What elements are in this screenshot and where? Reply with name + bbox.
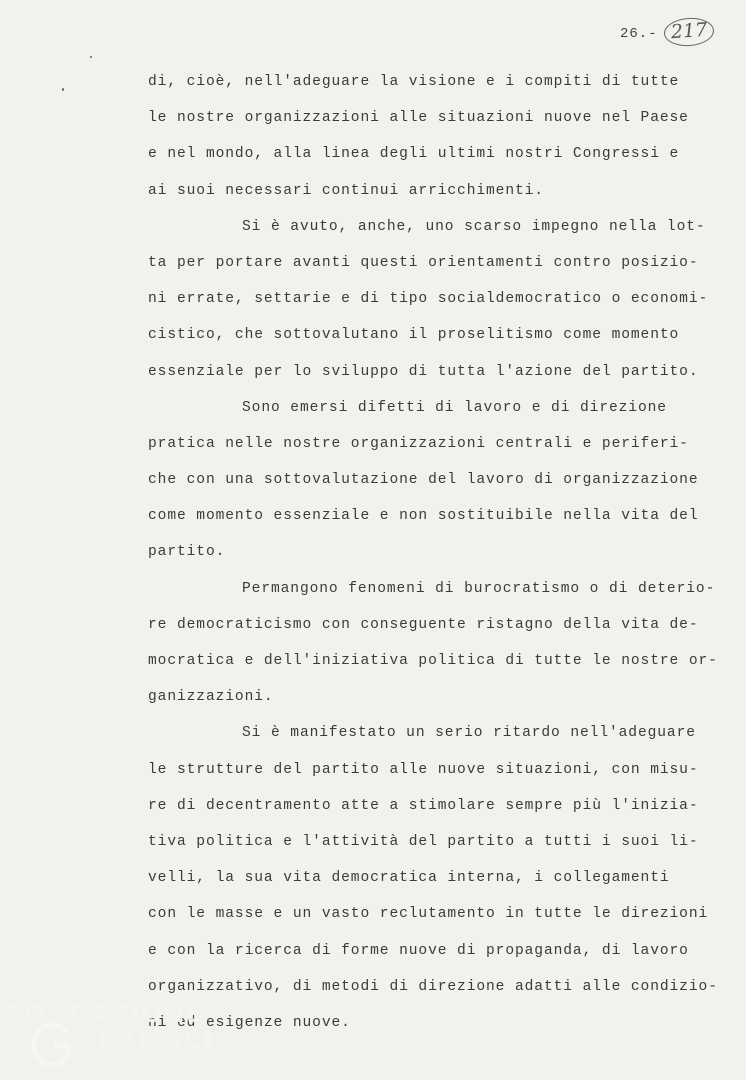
text-line: ni errate, settarie e di tipo socialdemocratico o economi- — [148, 291, 709, 308]
text-line: come momento essenziale e non sostituibile nella vita del — [148, 508, 699, 525]
text-line: che con una sottovalutazione del lavoro di organizzazione — [148, 472, 699, 489]
text-line: partito. — [148, 544, 226, 561]
text-line: ta per portare avanti questi orientamenti contro posizio- — [148, 254, 699, 271]
text-line: ganizzazioni. — [148, 689, 274, 706]
text-line: Si è manifestato un serio ritardo nell'adeguare — [242, 725, 696, 742]
archive-number-stamp: 217 — [663, 16, 715, 47]
watermark-logo-icon — [30, 1018, 74, 1070]
text-line: ai suoi necessari continui arricchimenti. — [148, 182, 544, 199]
watermark-line-2: GRAMSCI — [76, 1026, 215, 1054]
text-line: di, cioè, nell'adeguare la visione e i compiti di tutte — [148, 74, 680, 90]
scan-speck — [62, 88, 64, 91]
text-line: re di decentramento atte a stimolare sempre più l'inizia- — [148, 797, 699, 814]
text-line: e con la ricerca di forme nuove di propaganda, di lavoro — [148, 942, 689, 959]
text-line: le strutture del partito alle nuove situazioni, con misu- — [148, 761, 699, 778]
text-line: Si è avuto, anche, uno scarso impegno nella lot- — [242, 218, 706, 235]
body-text — [148, 64, 718, 1041]
text-line: le nostre organizzazioni alle situazioni nuove nel Paese — [148, 110, 689, 127]
text-line: ni ed esigenze nuove. — [148, 1014, 351, 1031]
text-line: mocratica e dell'iniziativa politica di tutte le nostre or- — [148, 653, 718, 669]
text-line: pratica nelle nostre organizzazioni centrali e periferi- — [148, 435, 689, 452]
text-line: tiva politica e l'attività del partito a tutti i suoi li- — [148, 833, 699, 850]
page-header — [600, 18, 730, 52]
text-line: organizzativo, di metodi di direzione adatti alle condizio- — [148, 978, 718, 995]
text-line: Sono emersi difetti di lavoro e di direzione — [242, 399, 667, 416]
text-line: con le masse e un vasto reclutamento in tutte le direzioni — [148, 906, 709, 923]
text-line: re democraticismo con conseguente ristagno della vita de- — [148, 616, 699, 633]
text-line: cistico, che sottovalutano il proselitismo come momento — [148, 327, 680, 344]
watermark-line-1: FONDAZIONE — [6, 1000, 205, 1028]
page-number: 26.- — [620, 26, 658, 42]
text-line: Permangono fenomeni di burocratismo o di deterio- — [242, 580, 716, 597]
scan-speck — [90, 56, 92, 58]
text-line: e nel mondo, alla linea degli ultimi nostri Congressi e — [148, 146, 680, 163]
text-line: essenziale per lo sviluppo di tutta l'azione del partito. — [148, 363, 699, 380]
text-line: velli, la sua vita democratica interna, i collegamenti — [148, 870, 670, 887]
